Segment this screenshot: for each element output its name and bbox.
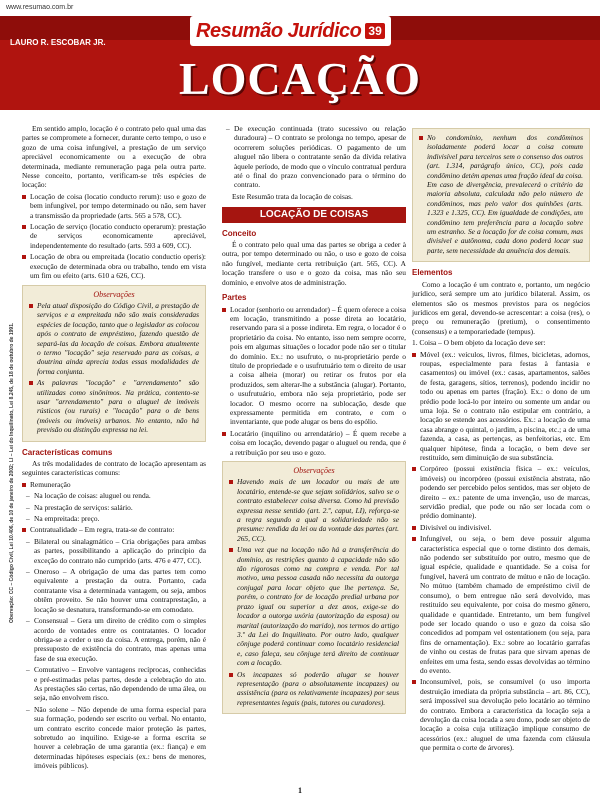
sub-item: – Na locação de coisas: aluguel ou renda. bbox=[22, 491, 206, 500]
sub-item: – Não solene – Não depende de uma forma especial para sua formação, podendo ser escrito ou verbal. No entanto, um contrato escrito concede maior proteção às partes, sobretudo ao inquilino. Exige-se a forma escrita se houver a celebração de uma garantia (ex.: fiança) e em determinadas hipóteses especiais (ex.: bens de menores, imóveis públicos). bbox=[22, 705, 206, 771]
bullet-divisivel: Divisível ou indivisível. bbox=[412, 523, 590, 532]
observacoes-title: Observações bbox=[293, 466, 335, 475]
observacoes-title: Observações bbox=[93, 289, 135, 299]
bullet-infungivel: Infungível, ou seja, o bem deve possuir alguma característica especial que o torne distinto dos demais, não podendo ser substituído por outro, mesmo que de igual espécie, qualidade e quantidade. Se a coisa for fungível, haverá um contrato de mútuo e não de locação. No mútuo (também chamado de empréstimo civil de consumo), o bem entregue não será devolvido, mas restituído seu equivalente, por coisa do mesmo gênero, qualidade e quantidade. Entretanto, um bem fungível pode ser locado quando o uso e gozo da coisa são concedidos ad pompam vel ostentationem (ou seja, para fins de ornamentação). Ex.: sobre ao locatário garrafas de vinho ou cestas de frutas para que sirvam apenas de enfeites em uma festa, sendo essas devolvidas ao término do evento. bbox=[412, 534, 590, 675]
bullet-corporeo: Corpóreo (possui existência física – ex.: veículos, imóveis) ou incorpóreo (possui existência abstrata, não podendo ser percebido pelos sentidos, mas ser objeto de direito – ex.: patente de uma invenção, uso de marcas, servidão predial, que pode ou não ser locada com o prédio dominante). bbox=[412, 464, 590, 520]
sub-item: – Comutativo – Envolve vantagens recíprocas, conhecidas e pré-estimadas pelas partes, desde a celebração do ato. As prestações são certas, não dependendo de uma álea, ou seja, não envolvem risco. bbox=[22, 665, 206, 703]
column-2 bbox=[222, 124, 406, 718]
bullet-locacao-coisa: Locação de coisa (locatio conducto rerum): uso e gozo de bem infungível, por tempo determinado ou não, sem haver a transmissão da propriedade (arts. 565 a 578, CC). bbox=[22, 192, 206, 220]
observacoes-box-2 bbox=[222, 461, 406, 714]
page-header bbox=[0, 16, 600, 110]
este-resumao: Este Resumão trata da locação de coisas. bbox=[232, 191, 353, 201]
site-url: www.resumao.com.br bbox=[6, 4, 74, 11]
brand-number: 39 bbox=[365, 23, 384, 39]
observacao-item: No condomínio, nenhum dos condôminos isoladamente poderá locar a coisa comum indivisível para terceiros sem o consenso dos outros (art. 1.314, parágrafo único, CC), pois cada condômino detém apenas uma fração ideal da coisa. Em caso de divergência, prevalecerá o critério da maioria absoluta, calculada não pelo número de condôminos, mas pelo valor dos quinhões (arts. 1.323 e 1.325, CC). Em igualdade de condições, um condômino tem preferência para a locação sobre um estranho. Se a locação for de coisa comum, mas divisível e autônoma, cada dono poderá locar sua parte, sem necessidade da anuência dos demais. bbox=[419, 133, 583, 255]
observacao-item: Uma vez que na locação não há a transferência do domínio, as restrições quanto à capacidade não são tão rigorosas como na compra e venda. Por tal motivo, uma pessoa casada não necessita da outorga conjugal para locar objeto que lhe pertença. Se, porém, o contrato for de locação predial urbana por prazo igual ou superior a dez anos, exige-se do locador a outorga uxória (autorização da esposa) ou marital (autorização do marido), nos termos do artigo 3.º da Lei do Inquilinato. Por outro lado, qualquer cônjuge poderá continuar como locatário residencial e, caso faleça, seu cônjuge terá direito de continuar com a locação. bbox=[229, 545, 399, 667]
conceito-paragraph: É o contrato pelo qual uma das partes se obriga a ceder à outra, por tempo determinado ou não, o uso e gozo de coisa não fungível, mediante certa retribuição (art. 565, CC). A locação transfere o uso e o gozo da coisa, mas não seu domínio, e envolve atos de administração. bbox=[222, 240, 406, 287]
sub-item: – Na prestação de serviços: salário. bbox=[22, 503, 206, 512]
observacoes-box-1 bbox=[22, 285, 206, 442]
sub-item: – De execução continuada (trato sucessivo ou relação duradoura) – O contrato se prolonga no tempo, apesar de ocorrerem soluções periódicas. O pagamento de um aluguel não libera o contratante senão da dívida relativa àquele período, de modo que o vínculo contratual perdura até o final do prazo convencionado para o término do contrato. bbox=[222, 124, 406, 190]
intro-paragraph: Em sentido amplo, locação é o contrato pelo qual uma das partes se compromete a fornecer, durante certo tempo, o uso e gozo de uma coisa infungível, a prestação de um serviço apreciável economicamente ou a execução de obra determinada, mediante remuneração paga pela outra parte. Nesse conceito, portanto, verificam-se três espécies de locação: bbox=[22, 124, 206, 190]
page-title: LOCAÇÃO bbox=[178, 53, 422, 104]
bullet-locacao-servico: Locação de serviço (locatio conducto operarum): prestação de serviços economicamente apreciável, independentemente do resultado (arts. 593 a 609, CC). bbox=[22, 222, 206, 250]
bullet-locador: Locador (senhorio ou arrendador) – É quem oferece a coisa em locação, transmitindo a posse direta ao locatário, reservando para si a posse indireta. Em regra, o locador é o proprietário da coisa. No entanto, isso nem sempre ocorre, pois em algumas situações o locador pode não ser o titular do domínio. Ex.: no usufruto, o nu-proprietário perde o título de propriedade e o usufrutuário tem o direito de usar a coisa alheia (morar) ou retirar os frutos por ela produzidos, sem alterar-lhe a substância (alugar). Portanto, o usufrutuário, embora não seja proprietário, pode ser locador. O mesmo ocorre na sublocação, desde que expressamente permitida em contrato, e com o inventariante, que pode alugar os bens do espólio. bbox=[222, 305, 406, 427]
section-banner-locacao-coisas: LOCAÇÃO DE COISAS bbox=[222, 207, 406, 222]
observacao-item: Havendo mais de um locador ou mais de um locatário, entende-se que sejam solidários, salvo se o contrato estabelecer coisa diversa. Como há previsão expressa nesse sentido (art. 2.º, caput, LI), reforça-se a regra segundo a qual a solidariedade não se presume: rendida da lei ou da vontade das partes (art. 265, CC). bbox=[229, 477, 399, 543]
brand-title: Resumão Jurídico bbox=[196, 19, 362, 42]
author-name: LAURO R. ESCOBAR JR. bbox=[10, 38, 106, 47]
section-caracteristicas: Características comuns bbox=[22, 447, 113, 457]
bullet-movel: Móvel (ex.: veículos, livros, filmes, bicicletas, adornos, roupas, especialmente para festas à fantasia e casamentos) ou imóvel (ex.: casas, apartamentos, salões de festa, garagens, sítios, terrenos), podendo incidir no todo ou apenas em partes (fração). Ex.: o dono de um prédio pode locá-lo por inteiro ou somente um andar ou uma loja. Se o contrato não estipular em contrário, a locação se estende aos acessórios. Ex.: a locação de uma casa abrange o quintal, o jardim, a piscina, etc.; a de uma fazenda, a casa, as pertenças, as benfeitorias, etc. Em qualquer hipótese, finda a locação, o bem deve ser restituído, sem diminuição de sua substância. bbox=[412, 350, 590, 463]
section-conceito: Conceito bbox=[222, 228, 257, 238]
caracteristicas-intro: As três modalidades de contrato de locação apresentam as seguintes características comuns: bbox=[22, 459, 206, 478]
brand-logo bbox=[190, 16, 391, 46]
side-note: Obervação: CC – Código Civil, Lei 10.406, de 10 de janeiro de 2002; LI – Lei do Inquilinato, Lei 8.245, de 18 de outubro de 1991. bbox=[9, 322, 15, 623]
condominio-box bbox=[412, 128, 590, 262]
column-3 bbox=[412, 124, 590, 755]
bullet-inconsumivel: Inconsumível, pois, se consumível (o uso importa destruição imediata da própria substância – art. 86, CC), será impossível sua devolução pelo locatário ao término do contrato. Embora a característica da locação seja a devolução da coisa locada a seu dono, pode ser objeto de locação a coisa cuja utilização implique consumo de acessórios (ex.: aluguel de uma fazenda com cláusula que permita o corte de árvores). bbox=[412, 677, 590, 752]
elementos-paragraph: Como a locação é um contrato e, portanto, um negócio jurídico, será sempre um ato jurídico bilateral. Assim, os elementos são os mesmos previstos para os negócios jurídicos em geral, devendo-se acrescentar: a coisa (res), o preço ou remuneração (pretium), o consentimento (consensus) e a temporariedade (tempus). bbox=[412, 279, 590, 336]
observacao-item: Os incapazes só poderão alugar se houver representação (para o absolutamente incapazes) ou assistência (para os relativamente incapazes) por seus representantes legais (pais, tutores ou curadores). bbox=[229, 670, 399, 708]
coisa-heading: 1. Coisa – O bem objeto da locação deve ser: bbox=[412, 338, 546, 348]
column-1 bbox=[22, 124, 206, 773]
page-number: 1 bbox=[298, 786, 302, 795]
sub-item: – Bilateral ou sinalagmático – Cria obrigações para ambas as partes, possibilitando a aplicação do princípio da exceção do contrato não cumprido (arts. 476 e 477, CC). bbox=[22, 537, 206, 565]
sub-item: – Na empreitada: preço. bbox=[22, 514, 206, 523]
sub-item: – Oneroso – A obrigação de uma das partes tem como equivalente a prestação da outra. Portanto, cada contratante visa a determinada vantagem, ou seja, ambos obtêm proveito. Se não houver uma contraprestação, a locação se desnatura, transformando-se em comodato. bbox=[22, 567, 206, 614]
observacao-item: As palavras "locação" e "arrendamento" são utilizadas como sinônimos. Na prática, contento-se usar "arrendamento" para o aluguel de imóveis rústicos (ou rurais) e "locação" para o de bens (móveis ou imóveis) urbanos. No entanto, não há previsão ou distinção expressa na lei. bbox=[29, 378, 199, 434]
observacao-item: Pela atual disposição do Código Civil, a prestação de serviços e a empreitada não são mais consideradas espécies de locação, tanto que o legislador as colocou após o contrato de empréstimo, fazendo questão de separá-las da locação de coisas. Embora atualmente o termo "locação" seja reservado para as coisas, a doutrina ainda aprecia todas essas modalidades de forma conjunta. bbox=[29, 301, 199, 376]
section-partes: Partes bbox=[222, 293, 247, 303]
bullet-contratualidade: Contratualidade – Em regra, trata-se de contrato: bbox=[22, 525, 206, 534]
sub-item: – Consensual – Gera um direito de crédito com o simples acordo de vontades entre os contratantes. O locador obriga-se a ceder o uso da coisa. A entrega, porém, não é pressuposto de existência do contrato, mas apenas uma fase de sua execução. bbox=[22, 616, 206, 663]
bullet-remuneracao: Remuneração bbox=[22, 480, 206, 489]
section-elementos: Elementos bbox=[412, 268, 453, 278]
bullet-locacao-obra: Locação de obra ou empreitada (locatio conductio operis): execução de determinada obra ou trabalho, tendo em vista um fim ou efeito (arts. 610 a 626, CC). bbox=[22, 252, 206, 280]
bullet-locatario: Locatário (inquilino ou arrendatário) – É quem recebe a coisa em locação, devendo pagar o aluguel ou renda, que é a retribuição por seu uso e gozo. bbox=[222, 429, 406, 457]
